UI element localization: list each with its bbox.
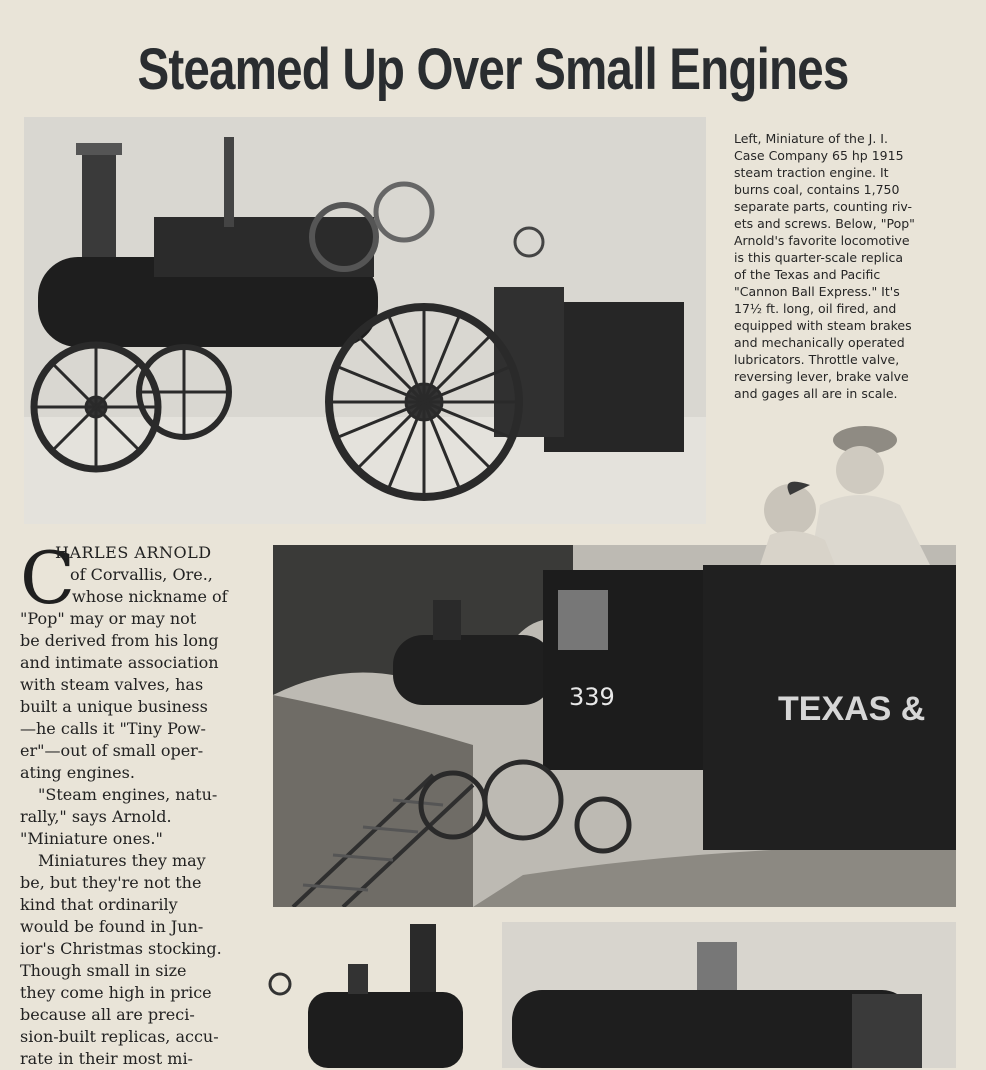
body-line: Though small in size xyxy=(20,961,187,980)
body-line: rate in their most mi- xyxy=(20,1049,193,1068)
people-figures xyxy=(750,415,940,565)
caption-line: 17½ ft. long, oil fired, and xyxy=(734,301,897,316)
body-line: because all are preci- xyxy=(20,1005,195,1024)
drop-cap: C xyxy=(20,536,76,620)
body-line: sion-built replicas, accu- xyxy=(20,1027,219,1046)
article-body xyxy=(20,536,248,1070)
body-line: er"—out of small oper- xyxy=(20,741,204,760)
caption-line: Arnold's favorite locomotive xyxy=(734,233,910,248)
body-line: be derived from his long xyxy=(20,631,219,650)
tender-lettering: TEXAS & xyxy=(778,690,926,728)
body-line: of Corvallis, Ore., xyxy=(70,565,213,584)
caption-line: and gages all are in scale. xyxy=(734,386,898,401)
caption-line: of the Texas and Pacific xyxy=(734,267,881,282)
caption-line: steam traction engine. It xyxy=(734,165,889,180)
caption-line: and mechanically operated xyxy=(734,335,905,350)
body-line: "Miniature ones." xyxy=(20,829,163,848)
body-line: they come high in price xyxy=(20,983,212,1002)
body-line: "Steam engines, natu- xyxy=(38,785,218,804)
small-engine-photo-left xyxy=(268,922,463,1068)
body-line: ior's Christmas stocking. xyxy=(20,939,222,958)
body-line: "Pop" may or may not xyxy=(20,609,197,628)
caption-line: lubricators. Throttle valve, xyxy=(734,352,900,367)
caption-line: is this quarter-scale replica xyxy=(734,250,903,265)
caption-line: Left, Miniature of the J. I. xyxy=(734,131,888,146)
body-line: —he calls it "Tiny Pow- xyxy=(20,719,206,738)
cab-number: 339 xyxy=(569,683,615,711)
body-line: would be found in Jun- xyxy=(20,917,204,936)
headline: Steamed Up Over Small Engines xyxy=(137,37,849,102)
caption-line: ets and screws. Below, "Pop" xyxy=(734,216,915,231)
body-line: with steam valves, has xyxy=(20,675,204,694)
body-line: rally," says Arnold. xyxy=(20,807,172,826)
photo-caption xyxy=(734,130,964,402)
body-line: Miniatures they may xyxy=(38,851,206,870)
caption-line: burns coal, contains 1,750 xyxy=(734,182,900,197)
caption-line: reversing lever, brake valve xyxy=(734,369,909,384)
small-engine-photo-right xyxy=(502,922,956,1068)
body-line: ating engines. xyxy=(20,763,135,782)
body-line: whose nickname of xyxy=(72,587,228,606)
traction-engine-photo xyxy=(24,117,706,524)
body-line: kind that ordinarily xyxy=(20,895,178,914)
body-line: be, but they're not the xyxy=(20,873,202,892)
caption-line: Case Company 65 hp 1915 xyxy=(734,148,904,163)
body-line: and intimate association xyxy=(20,653,219,672)
body-line: built a unique business xyxy=(20,697,208,716)
locomotive-photo xyxy=(273,545,956,907)
caption-line: equipped with steam brakes xyxy=(734,318,912,333)
caption-line: "Cannon Ball Express." It's xyxy=(734,284,900,299)
body-line: HARLES ARNOLD xyxy=(55,543,212,562)
caption-line: separate parts, counting riv- xyxy=(734,199,913,214)
